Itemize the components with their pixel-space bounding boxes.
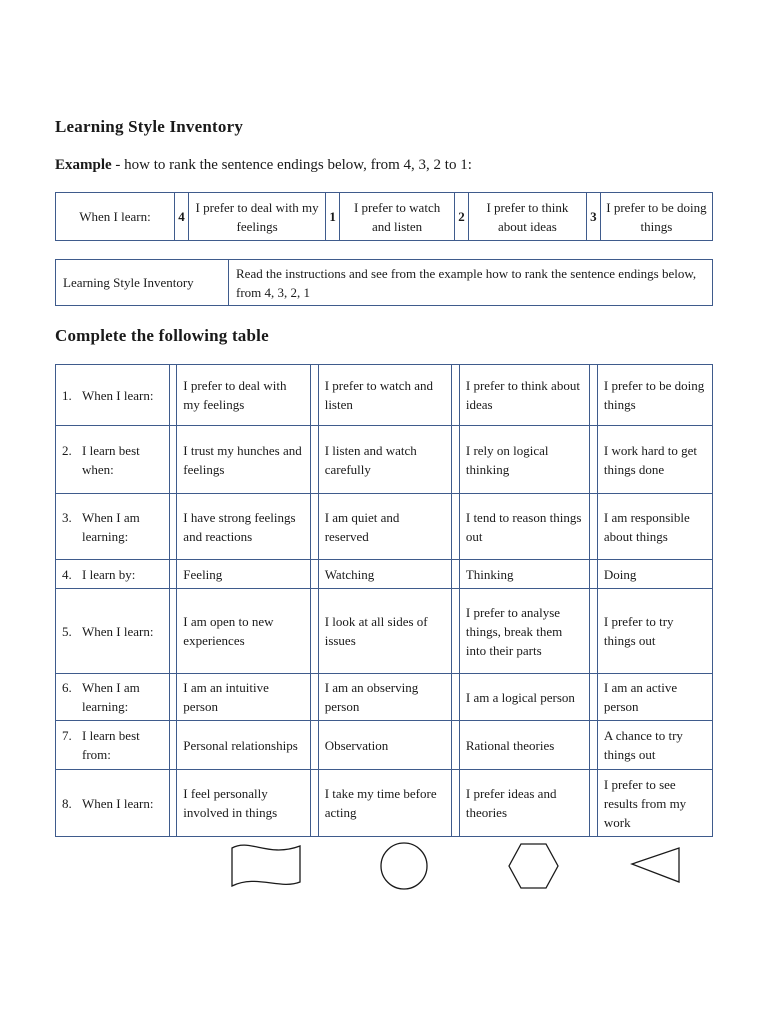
rank-box[interactable] — [311, 770, 318, 837]
rank-box[interactable] — [590, 494, 597, 560]
row-stem: When I am learning: — [82, 680, 140, 714]
example-ending-3: I prefer to think about ideas — [469, 193, 587, 241]
shape-key — [0, 836, 768, 896]
example-rank-3: 2 — [455, 193, 469, 241]
rank-box[interactable] — [169, 674, 176, 721]
triangle-shape — [632, 848, 679, 882]
row-label — [56, 560, 170, 589]
sentence-ending: I listen and watch carefully — [318, 426, 452, 494]
row-stem: I learn best when: — [82, 442, 140, 477]
table-title: Complete the following table — [55, 326, 269, 345]
sentence-ending: I prefer to think about ideas — [459, 365, 590, 426]
sentence-ending: I look at all sides of issues — [318, 589, 452, 674]
rank-box[interactable] — [169, 365, 176, 426]
sentence-ending: I rely on logical thinking — [459, 426, 590, 494]
row-stem: When I am learning: — [82, 509, 140, 544]
page-title: Learning Style Inventory — [55, 117, 244, 136]
example-stem: When I learn: — [56, 193, 175, 241]
rank-box[interactable] — [311, 494, 318, 560]
sentence-ending: I am an active person — [597, 674, 712, 721]
example-rank-1: 4 — [175, 193, 189, 241]
sentence-ending: I feel personally involved in things — [177, 770, 311, 837]
row-label — [56, 426, 170, 494]
row-number: 2. — [62, 442, 72, 458]
sentence-ending: I am open to new experiences — [177, 589, 311, 674]
rank-box[interactable] — [452, 721, 459, 770]
circle-shape — [381, 843, 427, 889]
sentence-ending: I take my time before acting — [318, 770, 452, 837]
rank-box[interactable] — [452, 560, 459, 589]
example-ending-4: I prefer to be doing things — [600, 193, 712, 241]
row-stem: When I learn: — [82, 387, 154, 403]
row-stem: I learn by: — [82, 566, 136, 582]
sentence-ending: I am quiet and reserved — [318, 494, 452, 560]
row-number: 3. — [62, 509, 72, 525]
rank-box[interactable] — [590, 365, 597, 426]
row-label — [56, 721, 170, 770]
sentence-ending: I prefer to try things out — [597, 589, 712, 674]
rank-box[interactable] — [169, 770, 176, 837]
hexagon-shape — [509, 844, 558, 888]
rank-box[interactable] — [169, 721, 176, 770]
table-row — [56, 674, 713, 721]
row-number: 8. — [62, 795, 72, 811]
example-rank-2: 1 — [326, 193, 340, 241]
row-stem: I learn best from: — [82, 728, 140, 762]
sentence-ending: I work hard to get things done — [597, 426, 712, 494]
rank-box[interactable] — [169, 426, 176, 494]
sentence-ending: Personal relationships — [177, 721, 311, 770]
row-number: 1. — [62, 387, 72, 403]
rank-box[interactable] — [311, 674, 318, 721]
rank-box[interactable] — [311, 589, 318, 674]
table-row — [56, 589, 713, 674]
sentence-ending: I trust my hunches and feelings — [177, 426, 311, 494]
sentence-ending: I prefer to see results from my work — [597, 770, 712, 837]
sentence-ending: I prefer to watch and listen — [318, 365, 452, 426]
row-label — [56, 770, 170, 837]
rank-box[interactable] — [311, 560, 318, 589]
rank-box[interactable] — [590, 721, 597, 770]
sentence-ending: I prefer to analyse things, break them into their parts — [459, 589, 590, 674]
row-number: 6. — [62, 680, 72, 695]
sentence-ending: I prefer to be doing things — [597, 365, 712, 426]
rank-box[interactable] — [452, 494, 459, 560]
instructions-table — [55, 259, 713, 306]
rank-box[interactable] — [590, 426, 597, 494]
rank-box[interactable] — [311, 721, 318, 770]
row-label — [56, 674, 170, 721]
table-row — [56, 721, 713, 770]
table-row — [56, 365, 713, 426]
table-row — [56, 426, 713, 494]
sentence-ending: I am an observing person — [318, 674, 452, 721]
rank-box[interactable] — [169, 589, 176, 674]
example-ending-1: I prefer to deal with my feelings — [189, 193, 326, 241]
row-label — [56, 589, 170, 674]
row-number: 5. — [62, 623, 72, 639]
row-number: 4. — [62, 566, 72, 582]
row-label — [56, 365, 170, 426]
rank-box[interactable] — [452, 426, 459, 494]
table-row — [56, 770, 713, 837]
example-instruction — [55, 157, 472, 174]
sentence-ending: I am responsible about things — [597, 494, 712, 560]
row-stem: When I learn: — [82, 795, 154, 811]
row-label — [56, 494, 170, 560]
rank-box[interactable] — [452, 770, 459, 837]
sentence-ending: Feeling — [177, 560, 311, 589]
sentence-ending: I have strong feelings and reactions — [177, 494, 311, 560]
rank-box[interactable] — [311, 365, 318, 426]
rank-box[interactable] — [311, 426, 318, 494]
sentence-ending: I am an intuitive person — [177, 674, 311, 721]
rank-box[interactable] — [452, 365, 459, 426]
example-rank-4: 3 — [586, 193, 600, 241]
sentence-ending: Observation — [318, 721, 452, 770]
sentence-ending: Rational theories — [459, 721, 590, 770]
sentence-ending: I prefer to deal with my feelings — [177, 365, 311, 426]
inventory-table — [55, 364, 713, 837]
sentence-ending: Thinking — [459, 560, 590, 589]
instructions-text: Read the instructions and see from the example how to rank the sentence endings below, from 4, 3, 2, 1 — [229, 260, 713, 306]
sentence-ending: I tend to reason things out — [459, 494, 590, 560]
sentence-ending: Watching — [318, 560, 452, 589]
table-row — [56, 494, 713, 560]
example-ending-2: I prefer to watch and listen — [340, 193, 455, 241]
rank-box[interactable] — [169, 560, 176, 589]
rank-box[interactable] — [590, 674, 597, 721]
table-row — [56, 560, 713, 589]
rank-box[interactable] — [452, 589, 459, 674]
example-text: - how to rank the sentence endings below, from 4, 3, 2 to 1: — [111, 157, 472, 173]
sentence-ending: I prefer ideas and theories — [459, 770, 590, 837]
rank-box[interactable] — [590, 589, 597, 674]
rank-box[interactable] — [452, 674, 459, 721]
example-table — [55, 192, 713, 241]
rank-box[interactable] — [590, 560, 597, 589]
instructions-label: Learning Style Inventory — [56, 260, 229, 306]
wave-flag-shape — [232, 845, 300, 886]
sentence-ending: A chance to try things out — [597, 721, 712, 770]
example-lead: Example — [55, 157, 112, 173]
rank-box[interactable] — [169, 494, 176, 560]
row-stem: When I learn: — [82, 623, 154, 639]
sentence-ending: I am a logical person — [459, 674, 590, 721]
row-number: 7. — [62, 728, 72, 743]
sentence-ending: Doing — [597, 560, 712, 589]
rank-box[interactable] — [590, 770, 597, 837]
